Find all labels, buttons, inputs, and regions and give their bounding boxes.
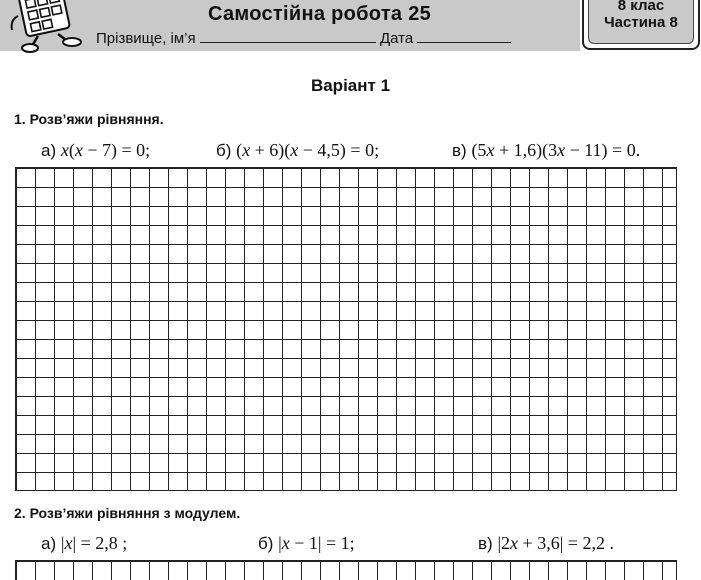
eq-label: б): [258, 534, 274, 553]
name-date-line: [96, 30, 511, 47]
class-badge-inner: [588, 0, 694, 44]
eq-label: в): [478, 534, 493, 553]
answer-grid-2[interactable]: [15, 560, 677, 580]
task1-equation-a: а) x(x − 7) = 0;: [41, 140, 151, 160]
task1-equation-c: в) (5x + 1,6)(3x − 11) = 0.: [452, 140, 641, 160]
part-label: Частина 8: [604, 14, 678, 31]
eq-label: б): [216, 141, 232, 160]
calculator-mascot-icon: [8, 0, 88, 54]
eq-label: а): [41, 141, 57, 160]
task2-title: 2. Розв’яжи рівняння з модулем.: [14, 505, 241, 521]
task2-equation-b: б) |x − 1| = 1;: [258, 533, 355, 553]
task1-title: 1. Розв’яжи рівняння.: [14, 111, 164, 127]
task1-equation-b: б) (x + 6)(x − 4,5) = 0;: [216, 140, 380, 160]
answer-grid-1[interactable]: [15, 167, 677, 491]
variant-heading: Варіант 1: [310, 76, 391, 95]
class-badge: [582, 0, 700, 50]
date-label: Дата: [379, 30, 414, 47]
eq-label: в): [452, 141, 467, 160]
surname-label: Прізвище, ім’я: [96, 30, 196, 47]
class-label: 8 клас: [617, 0, 665, 14]
task2-equation-c: в) |2x + 3,6| = 2,2 .: [478, 533, 614, 553]
page-title: Самостійна робота 25: [208, 3, 432, 25]
date-field[interactable]: [417, 41, 511, 43]
surname-field[interactable]: [200, 41, 376, 43]
eq-label: а): [41, 534, 57, 553]
task2-equation-a: а) |x| = 2,8 ;: [41, 533, 128, 553]
